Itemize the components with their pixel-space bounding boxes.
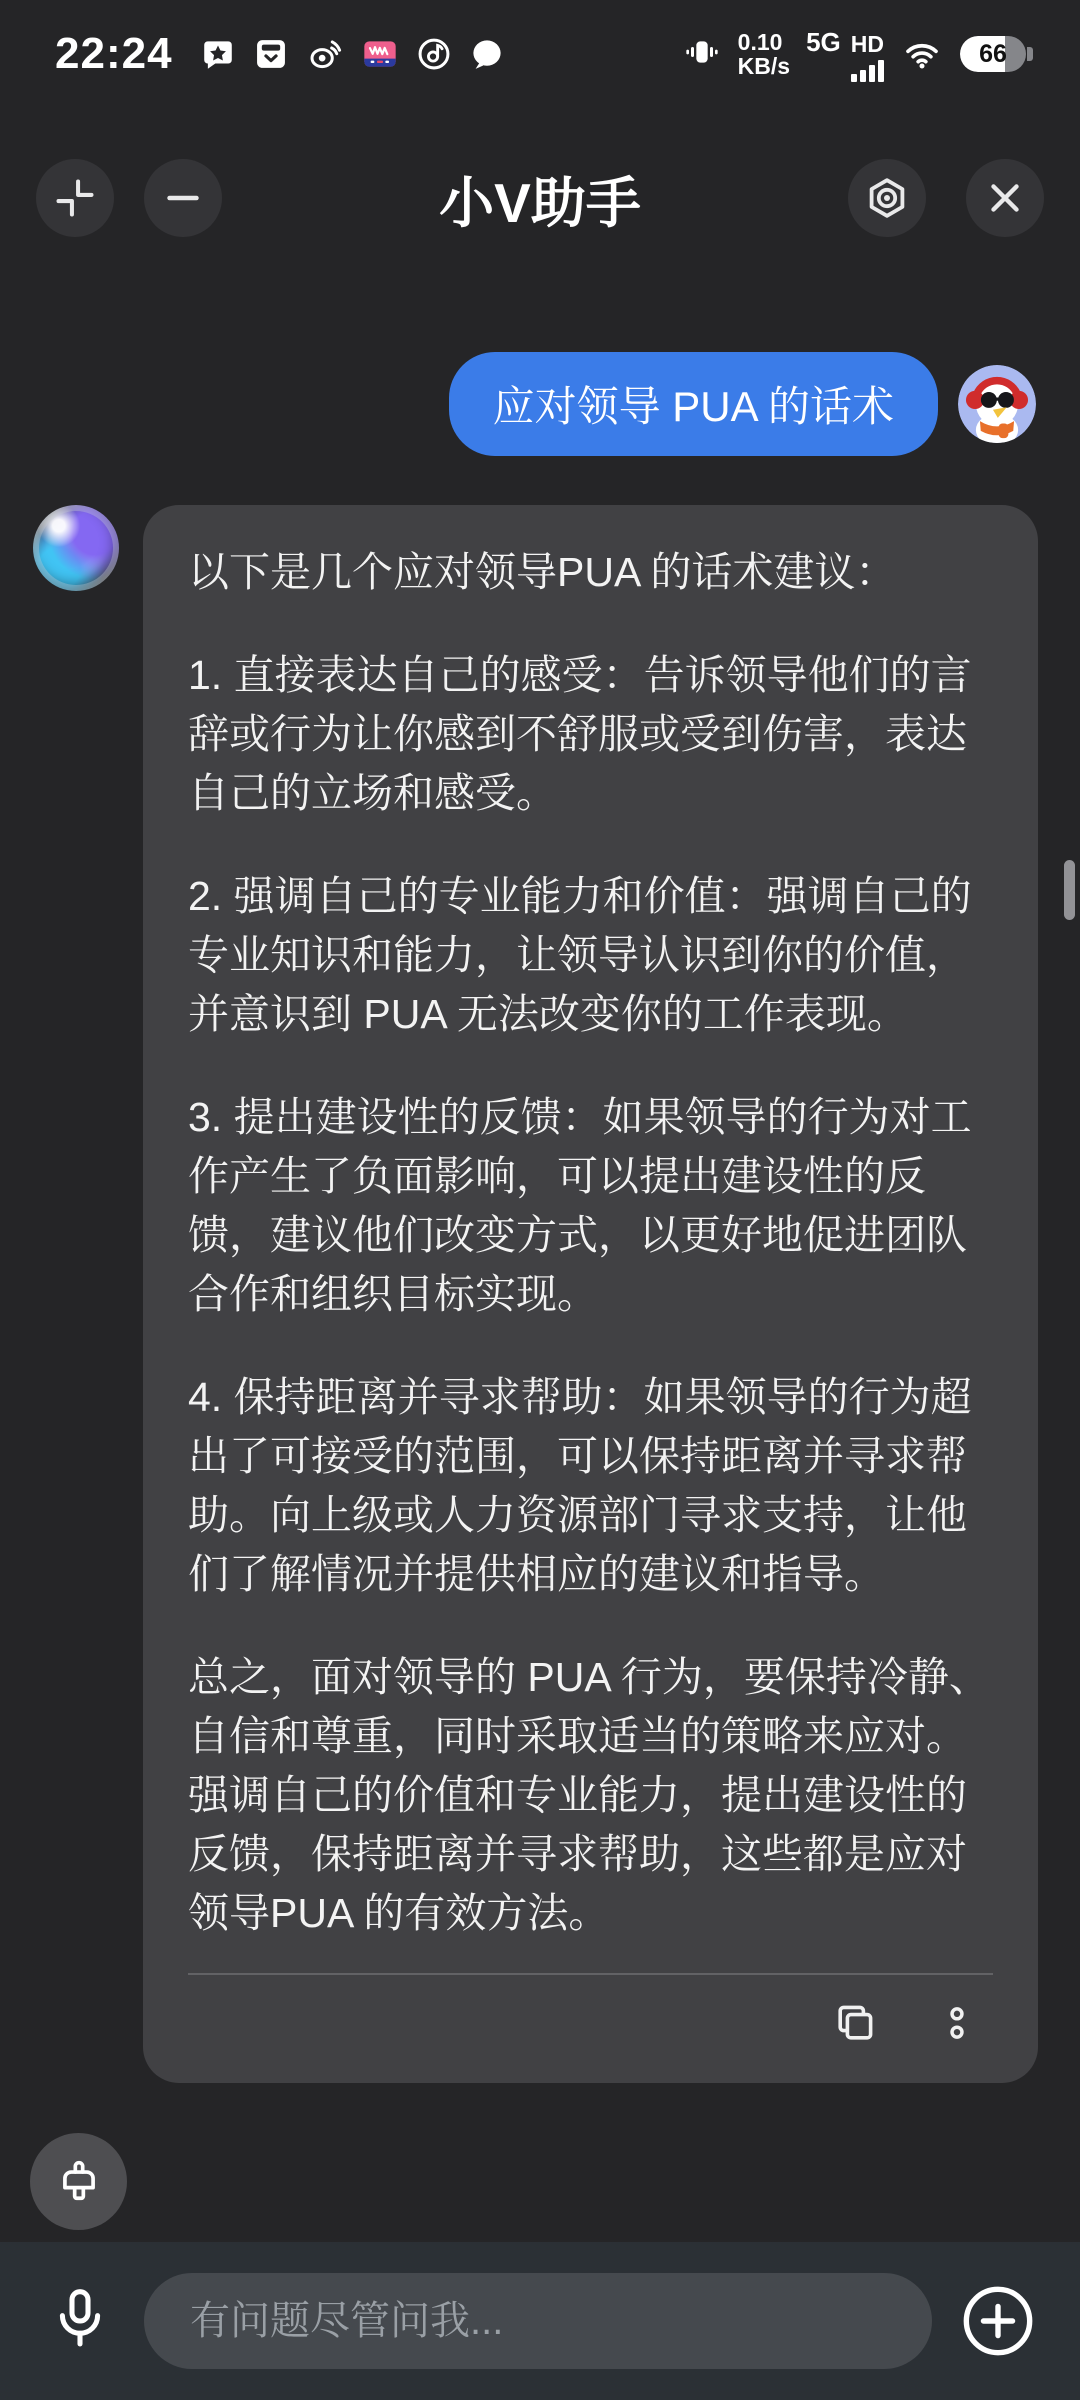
two-dots-icon	[935, 1999, 979, 2047]
superchat-icon	[199, 35, 237, 73]
input-bar	[0, 2242, 1080, 2400]
copy-icon	[831, 1999, 879, 2047]
network-speed	[738, 30, 790, 78]
bilibili-icon	[360, 34, 400, 74]
notification-icons	[199, 34, 506, 74]
status-bar	[0, 0, 1080, 92]
clock: 22:24	[55, 29, 173, 78]
assistant-avatar	[33, 505, 119, 591]
wifi-icon	[900, 32, 944, 77]
user-avatar	[958, 365, 1036, 443]
plus-circle-icon	[960, 2283, 1036, 2359]
inbox-check-icon	[252, 35, 290, 73]
battery-nub	[1027, 47, 1033, 61]
status-indicators	[682, 27, 1034, 82]
message-actions	[188, 1975, 993, 2067]
minus-icon	[160, 175, 206, 221]
settings-button[interactable]	[848, 159, 926, 237]
assistant-paragraph: 2. 强调自己的专业能力和价值：强调自己的专业知识和能力，让领导认识到你的价值，并意识到 PUA 无法改变你的工作表现。	[188, 873, 972, 1037]
assistant-paragraph: 总之，面对领导的 PUA 行为，要保持冷静、自信和尊重，同时采取适当的策略来应对。强调自己的价值和专业能力，提出建设性的反馈，保持距离并寻求帮助，这些都是应对领导PUA 的有效方法。	[188, 1654, 990, 1936]
broom-icon	[53, 2156, 105, 2208]
cellular-indicator	[806, 27, 884, 82]
more-options-button[interactable]	[935, 1999, 979, 2047]
signal-bars-icon	[806, 60, 884, 82]
messages-icon	[468, 35, 506, 73]
close-icon	[982, 175, 1028, 221]
copy-button[interactable]	[831, 1999, 879, 2047]
weibo-icon	[305, 35, 345, 73]
battery-body	[960, 36, 1026, 72]
vibrate-icon	[682, 32, 722, 77]
close-button[interactable]	[966, 159, 1044, 237]
user-message-bubble: 应对领导 PUA 的话术	[449, 352, 938, 456]
message-input[interactable]	[144, 2299, 932, 2344]
network-speed-unit: KB/s	[737, 53, 791, 79]
add-attachment-button[interactable]	[958, 2276, 1038, 2366]
float-window-button[interactable]	[36, 159, 114, 237]
app-title: 小V助手	[439, 171, 641, 234]
gear-icon	[863, 174, 911, 222]
assistant-paragraph: 1. 直接表达自己的感受：告诉领导他们的言辞或行为让你感到不舒服或受到伤害，表达自己的立场和感受。	[188, 652, 972, 816]
user-message-row	[449, 352, 1036, 456]
microphone-icon	[48, 2282, 112, 2360]
assistant-paragraph: 3. 提出建设性的反馈：如果领导的行为对工作产生了负面影响，可以提出建设性的反馈，建议他们改变方式，以更好地促进团队合作和组织目标实现。	[188, 1094, 972, 1317]
battery-indicator	[960, 35, 1034, 73]
battery-percent: 66	[979, 39, 1007, 68]
netease-music-icon	[415, 35, 453, 73]
clear-chat-button[interactable]	[30, 2133, 127, 2230]
scrollbar-thumb[interactable]	[1064, 860, 1075, 920]
float-resize-icon	[52, 175, 98, 221]
assistant-message-row	[33, 505, 1038, 2083]
app-header	[0, 128, 1080, 268]
assistant-paragraph: 4. 保持距离并寻求帮助：如果领导的行为超出了可接受的范围，可以保持距离并寻求帮助。向上级或人力资源部门寻求支持，让他们了解情况并提供相应的建议和指导。	[188, 1374, 972, 1597]
network-type-label: 5G	[806, 26, 841, 57]
voice-input-button[interactable]	[42, 2276, 118, 2366]
message-input-pill	[144, 2273, 932, 2369]
assistant-paragraph: 以下是几个应对领导PUA 的话术建议：	[188, 549, 897, 595]
assistant-message-bubble	[143, 505, 1038, 2083]
hd-volte-label: HD	[850, 30, 884, 57]
network-speed-value: 0.10	[737, 29, 783, 55]
minimize-button[interactable]	[144, 159, 222, 237]
